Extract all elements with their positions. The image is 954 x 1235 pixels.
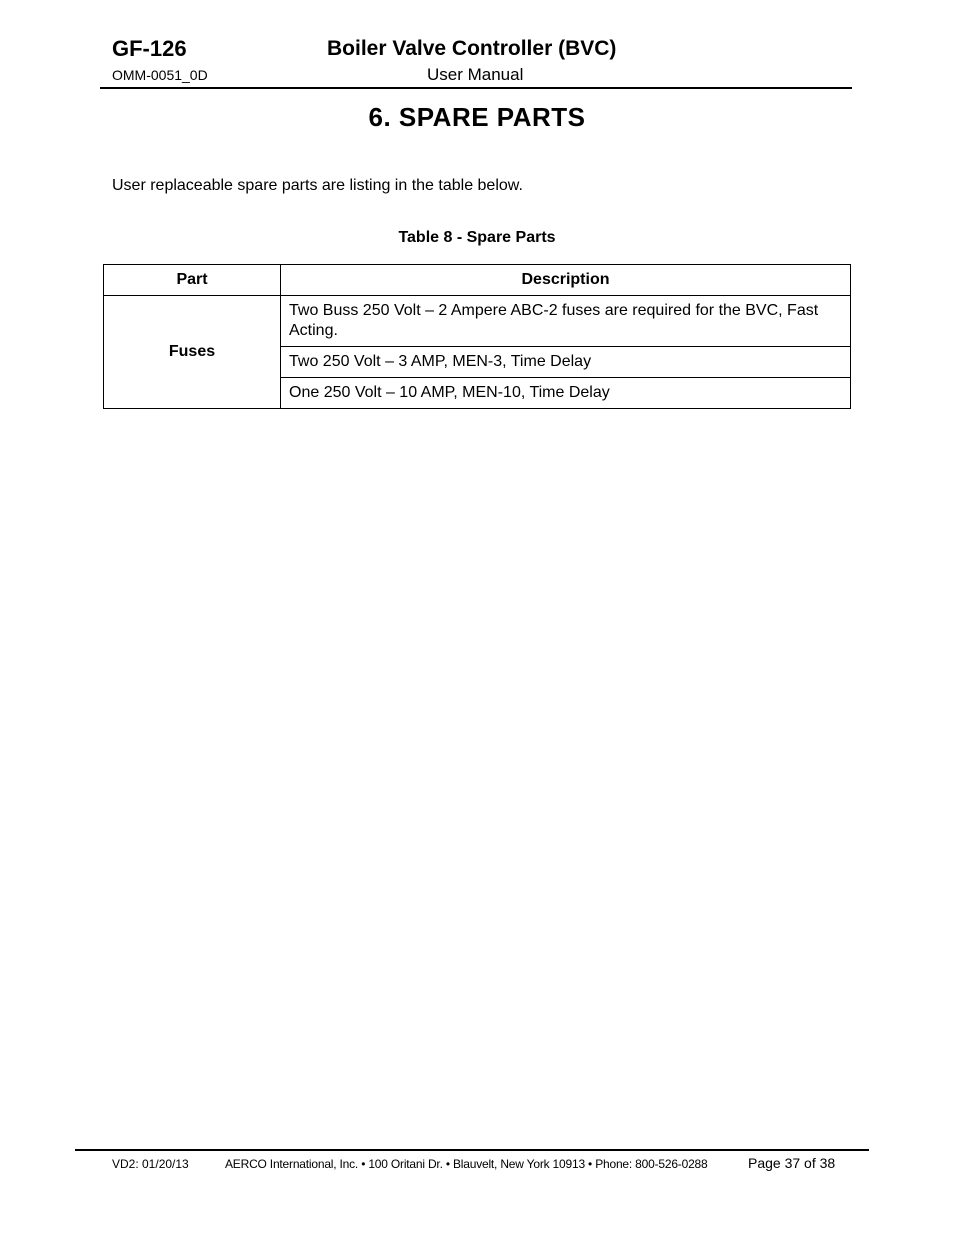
description-cell: Two 250 Volt – 3 AMP, MEN-3, Time Delay — [281, 347, 851, 378]
footer-divider — [75, 1149, 869, 1151]
document-subtitle: User Manual — [427, 65, 524, 84]
column-header-part: Part — [104, 265, 281, 296]
part-cell-fuses: Fuses — [104, 296, 281, 409]
intro-paragraph: User replaceable spare parts are listing in the table below. — [112, 177, 523, 194]
page-number: Page 37 of 38 — [748, 1155, 836, 1171]
table-row — [104, 296, 851, 347]
footer-address: AERCO International, Inc. • 100 Oritani Dr. • Blauvelt, New York 10913 • Phone: 800-526-0288 — [225, 1157, 708, 1171]
table-header-row — [104, 265, 851, 296]
description-cell: Two Buss 250 Volt – 2 Ampere ABC-2 fuses are required for the BVC, Fast Acting. — [281, 296, 851, 347]
header-divider — [100, 87, 852, 89]
spare-parts-table — [103, 264, 851, 409]
description-cell: One 250 Volt – 10 AMP, MEN-10, Time Delay — [281, 378, 851, 409]
document-code: GF-126 — [112, 36, 187, 61]
column-header-description: Description — [281, 265, 851, 296]
section-heading: 6. SPARE PARTS — [368, 102, 586, 132]
footer-version: VD2: 01/20/13 — [112, 1157, 189, 1171]
document-title: Boiler Valve Controller (BVC) — [327, 37, 617, 60]
table-caption: Table 8 - Spare Parts — [398, 229, 556, 246]
document-number: OMM-0051_0D — [112, 67, 208, 83]
